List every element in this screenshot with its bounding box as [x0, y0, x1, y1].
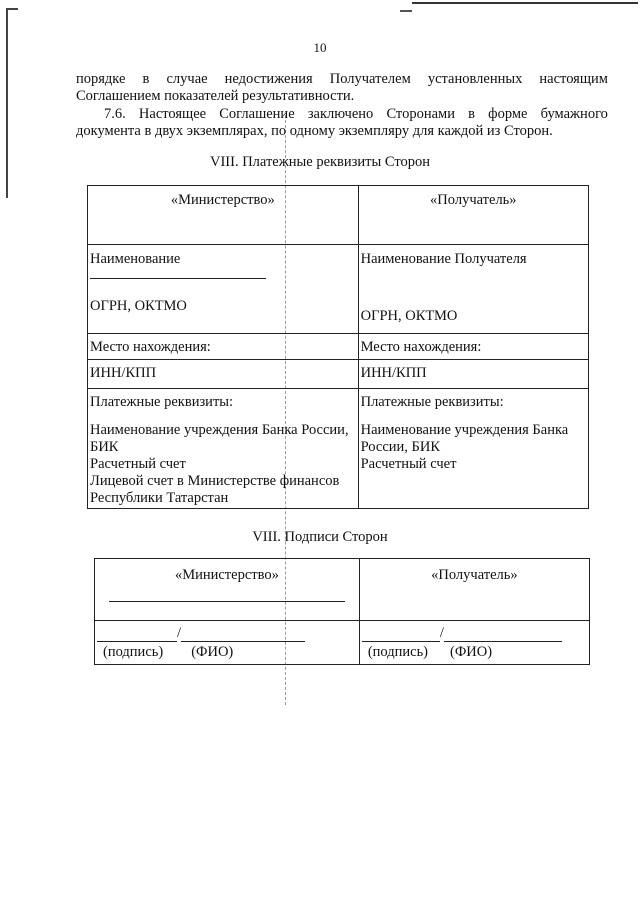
table-row: [88, 186, 589, 245]
recipient-inn: ИНН/КПП: [358, 360, 588, 389]
word: в: [468, 106, 475, 122]
fio-blank: [181, 627, 305, 642]
recipient-ogrn: ОГРН, ОКТМО: [360, 308, 458, 324]
word: Получателем: [329, 71, 411, 87]
sign-caption: (подпись): [367, 644, 429, 660]
sign-ministry-cell: [95, 559, 360, 621]
word: в: [142, 71, 150, 87]
ministry-inn: ИНН/КПП: [88, 360, 359, 389]
ministry-bank-cell: [88, 389, 359, 509]
word: Настоящее: [138, 106, 207, 122]
recipient-bank-line: Наименование учреждения Банка: [360, 422, 569, 438]
recipient-bank-cell: [358, 389, 588, 509]
word: форме: [488, 106, 528, 122]
table-row: [88, 245, 589, 334]
word: настоящим: [539, 71, 608, 87]
ministry-signature-line: [97, 625, 357, 642]
table-row: [88, 389, 589, 509]
table-row: [88, 360, 589, 389]
section-payment-title: VIII. Платежные реквизиты Сторон: [210, 154, 430, 170]
table-row: [95, 559, 590, 621]
ministry-bank-line: Наименование учреждения Банка России,: [90, 422, 349, 438]
word: Соглашение: [219, 106, 295, 122]
recipient-bank-line: России, БИК: [360, 439, 441, 455]
ministry-name-cell: [88, 245, 359, 334]
ministry-bank-line: Лицевой счет в Министерстве финансов: [90, 473, 340, 489]
ministry-name-blank: [109, 601, 345, 602]
word: заключено: [307, 106, 374, 122]
paragraph-continuation-line1: [76, 71, 608, 88]
ministry-ogrn: ОГРН, ОКТМО: [90, 298, 187, 314]
word: порядке: [76, 71, 126, 87]
slash: /: [439, 625, 444, 641]
word: недостижения: [224, 71, 313, 87]
slash: /: [177, 625, 182, 641]
scan-border-top: [412, 2, 638, 4]
word: случае: [166, 71, 208, 87]
sign-header-recipient: «Получатель»: [431, 567, 518, 583]
recipient-bank-line: Расчетный счет: [360, 456, 457, 472]
recipient-signature-captions: [368, 644, 587, 661]
ministry-signature-cell: [95, 621, 360, 665]
sign-header-ministry: «Министерство»: [174, 567, 279, 583]
sign-caption: (подпись): [103, 644, 164, 660]
signature-blank: [362, 627, 440, 642]
ministry-location: Место нахождения:: [88, 334, 359, 360]
fio-caption: (ФИО): [450, 644, 493, 660]
ministry-signature-captions: [103, 644, 357, 661]
recipient-name-cell: [358, 245, 588, 334]
fio-caption: (ФИО): [191, 644, 234, 660]
paragraph-7-6-line1: [104, 106, 608, 123]
paragraph-continuation-line2: Соглашением показателей результативности.: [76, 88, 355, 104]
fio-blank: [444, 627, 562, 642]
word: бумажного: [540, 106, 608, 122]
ministry-name-label: Наименование: [90, 251, 181, 267]
paragraph-7-6-line2: документа в двух экземплярах, по одному экземпляру для каждой из Сторон.: [76, 123, 553, 139]
ministry-bank-title: Платежные реквизиты:: [90, 394, 234, 410]
recipient-location: Место нахождения:: [358, 334, 588, 360]
word: Сторонами: [386, 106, 455, 122]
scan-border-left-corner: [6, 8, 18, 10]
signatures-table: [94, 558, 590, 665]
ministry-name-blank: [90, 278, 266, 279]
table-row: [95, 621, 590, 665]
word: 7.6.: [104, 106, 126, 122]
page-number: 10: [313, 40, 327, 55]
ministry-bank-line: Расчетный счет: [90, 456, 186, 472]
recipient-signature-cell: [359, 621, 589, 665]
scan-border-top-fragment: [400, 10, 412, 12]
ministry-bank-line: Республики Татарстан: [90, 490, 229, 506]
signature-blank: [97, 627, 177, 642]
word: установленных: [427, 71, 523, 87]
ministry-bank-line: БИК: [90, 439, 119, 455]
payment-requisites-table: [87, 185, 589, 509]
recipient-signature-line: [362, 625, 587, 642]
header-ministry: «Министерство»: [88, 186, 359, 245]
recipient-bank-title: Платежные реквизиты:: [360, 394, 504, 410]
table-row: [88, 334, 589, 360]
recipient-name-label: Наименование Получателя: [360, 251, 527, 267]
section-signatures-title: VIII. Подписи Сторон: [252, 529, 388, 545]
sign-recipient-cell: [359, 559, 589, 621]
header-recipient: «Получатель»: [358, 186, 588, 245]
